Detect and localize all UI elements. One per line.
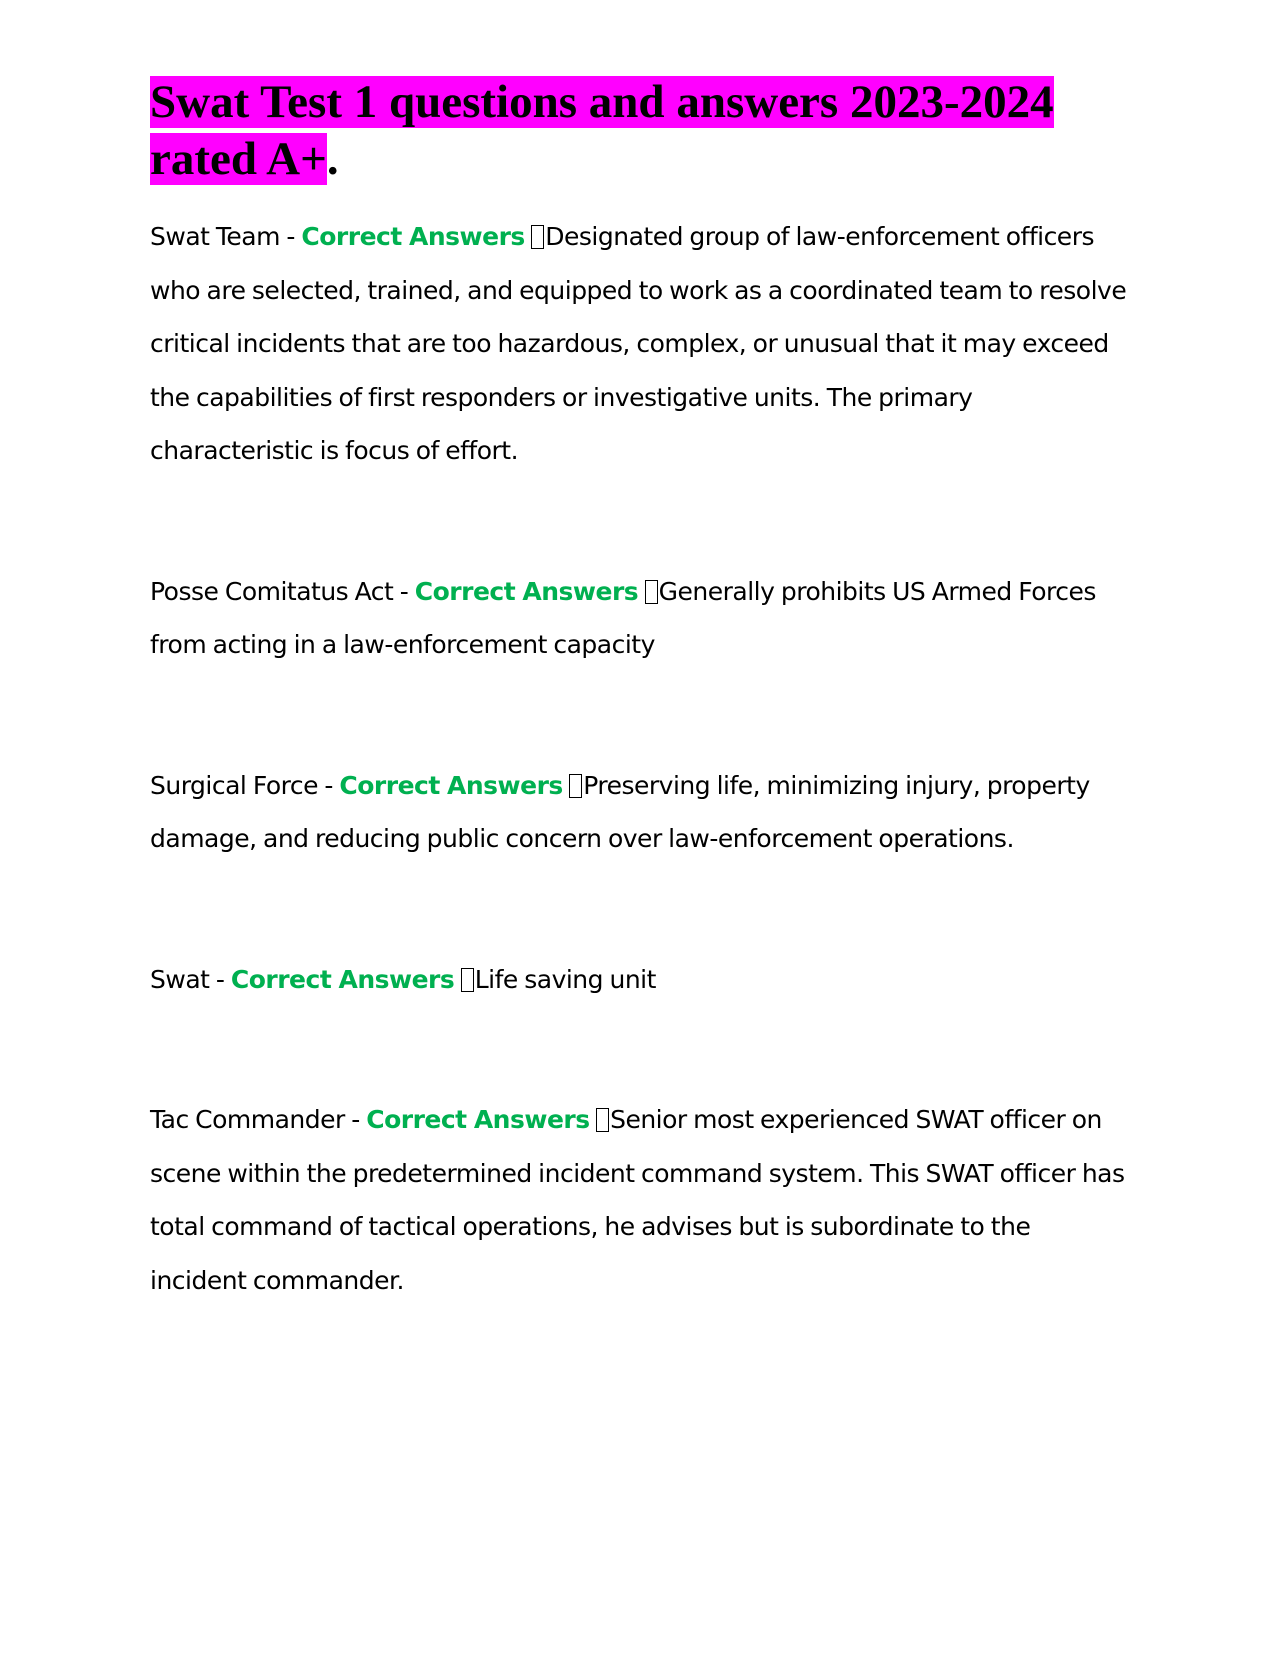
- qa-entry: [150, 953, 1130, 1007]
- qa-answer: Preserving life, minimizing injury, property damage, and reducing public concern over law-enforcement operations.: [150, 770, 1090, 853]
- title-suffix: .: [326, 133, 339, 185]
- missing-glyph-box-icon: [569, 774, 582, 798]
- qa-answer: Generally prohibits US Armed Forces from acting in a law-enforcement capacity: [150, 576, 1096, 659]
- missing-glyph-box-icon: [531, 225, 544, 249]
- title-highlight: Swat Test 1 questions and answers 2023-2024 rated A+: [150, 76, 1054, 185]
- qa-answer: Senior most experienced SWAT officer on scene within the predetermined incident command system. This SWAT officer has total command of tactical operations, he advises but is subordinate to the incident commander.: [150, 1105, 1125, 1295]
- qa-term: Swat -: [150, 964, 231, 994]
- correct-answers-label: Correct Answers: [301, 222, 525, 251]
- missing-glyph-box-icon: [461, 968, 474, 992]
- qa-term: Swat Team -: [150, 222, 302, 251]
- qa-entry: [150, 1093, 1130, 1307]
- qa-entry: [150, 565, 1130, 672]
- missing-glyph-box-icon: [596, 1108, 609, 1132]
- document-title: [150, 74, 1130, 188]
- qa-term: Surgical Force -: [150, 770, 340, 800]
- qa-list: [150, 210, 1130, 1307]
- qa-entry: [150, 210, 1130, 478]
- qa-entry: [150, 759, 1130, 866]
- correct-answers-label: Correct Answers: [230, 964, 455, 994]
- qa-answer: Life saving unit: [474, 964, 656, 994]
- document-page: [150, 74, 1130, 1307]
- qa-answer: Designated group of law-enforcement officers who are selected, trained, and equipped to work as a coordinated team to resolve critical incidents that are too hazardous, complex, or unusual that it may exceed the capabilities of first responders or investigative units. The primary characteristic is focus of effort.: [150, 222, 1127, 465]
- missing-glyph-box-icon: [645, 580, 658, 604]
- qa-term: Posse Comitatus Act -: [150, 576, 415, 606]
- correct-answers-label: Correct Answers: [414, 576, 639, 606]
- correct-answers-label: Correct Answers: [366, 1105, 590, 1134]
- correct-answers-label: Correct Answers: [339, 770, 563, 800]
- qa-term: Tac Commander -: [150, 1105, 367, 1134]
